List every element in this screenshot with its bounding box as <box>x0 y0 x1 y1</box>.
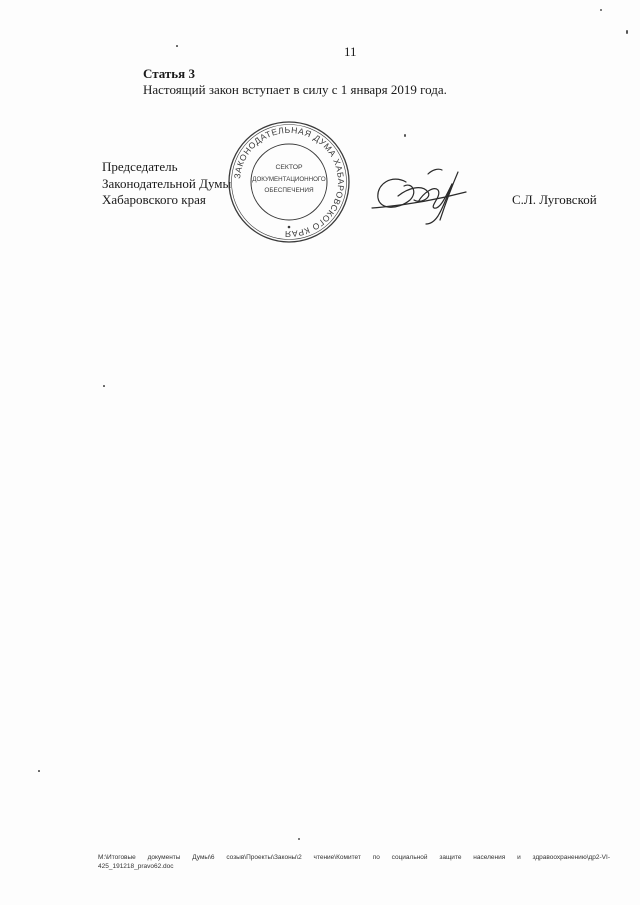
file-path-footer <box>98 853 610 871</box>
scan-speck <box>103 385 105 387</box>
signer-role-line-2: Законодательной Думы <box>102 175 232 191</box>
official-seal <box>226 119 352 245</box>
scan-speck <box>298 838 300 840</box>
handwritten-signature <box>368 162 476 228</box>
scan-speck <box>404 134 406 137</box>
seal-center-line-2: ДОКУМЕНТАЦИОННОГО <box>252 176 326 183</box>
signer-role-line-1: Председатель <box>102 159 178 174</box>
page-number: 11 <box>344 44 357 59</box>
signer-name: С.Л. Луговской <box>512 192 597 207</box>
seal-dot <box>288 226 291 229</box>
file-path-line-2: 425_191218_pravo62.doc <box>98 863 174 870</box>
signer-role-line-3: Хабаровского края <box>102 192 206 207</box>
article-title: Статья 3 <box>143 66 195 81</box>
seal-center-line-3: ОБЕСПЕЧЕНИЯ <box>264 187 314 194</box>
scan-speck <box>626 30 628 34</box>
scan-speck <box>176 45 178 47</box>
article-text: Настоящий закон вступает в силу с 1 января 2019 года. <box>143 82 447 97</box>
file-path-line-1: M:\Итоговые документы Думы\6 созыв\Проекты\Законы\2 чтение\Комитет по социальной защите населения и здравоохранению\др2-VI- <box>98 854 610 861</box>
seal-ring-text: ЗАКОНОДАТЕЛЬНАЯ ДУМА ХАБАРОВСКОГО КРАЯ <box>232 124 347 240</box>
scan-speck <box>38 770 40 772</box>
signer-role <box>102 159 231 209</box>
scan-speck <box>600 9 602 11</box>
seal-center-line-1: СЕКТОР <box>275 164 303 171</box>
